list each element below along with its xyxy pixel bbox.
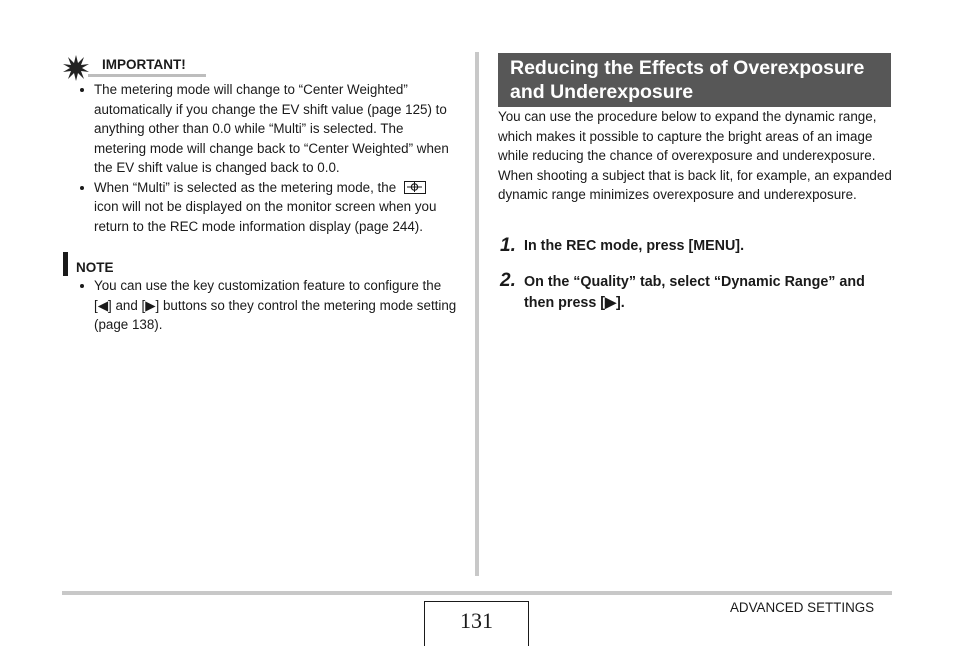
note-bullet-text: You can use the key customization feature to configure the [◀] and [▶] buttons so they control the metering mode setting (page 138). [94, 278, 457, 332]
step-number: 2. [500, 270, 516, 291]
important-bullet-text: The metering mode will change to “Center Weighted” automatically if you change the EV shift value (page 125) to anything other than 0.0 while “Multi” is selected. The metering mode will change back to “Center Weighted” when the EV shift value is changed back to 0.0. [94, 82, 449, 175]
note-list [78, 276, 458, 335]
note-title: NOTE [76, 260, 114, 275]
important-list [78, 80, 458, 236]
section-intro: You can use the procedure below to expand the dynamic range, which makes it possible to capture the bright areas of an image while reducing the chance of overexposure and underexposure. When shooting a subject that is back lit, for example, an expanded dynamic range minimizes overexposure and underexposure. [498, 109, 892, 202]
section-label: ADVANCED SETTINGS [730, 600, 875, 615]
important-underline [88, 74, 206, 77]
step-text: On the “Quality” tab, select “Dynamic Range” and then press [▶]. [524, 274, 865, 311]
column-divider [475, 52, 479, 576]
section-title: Reducing the Effects of Overexposure and Underexposure [498, 53, 891, 107]
multi-metering-icon [404, 181, 426, 194]
footer-rule [62, 591, 892, 595]
list-item [78, 178, 458, 237]
page-number: 131 [424, 601, 529, 646]
step-number: 1. [500, 235, 516, 256]
important-bullet-text: icon will not be displayed on the monitor screen when you return to the REC mode information display (page 244). [94, 199, 437, 234]
step-text: In the REC mode, press [MENU]. [524, 238, 745, 254]
important-title: IMPORTANT! [102, 57, 186, 72]
list-item [78, 276, 458, 335]
important-burst-icon [63, 55, 89, 81]
list-item [78, 80, 458, 178]
note-marker [63, 252, 68, 276]
important-bullet-text: When “Multi” is selected as the metering mode, the [94, 179, 397, 195]
